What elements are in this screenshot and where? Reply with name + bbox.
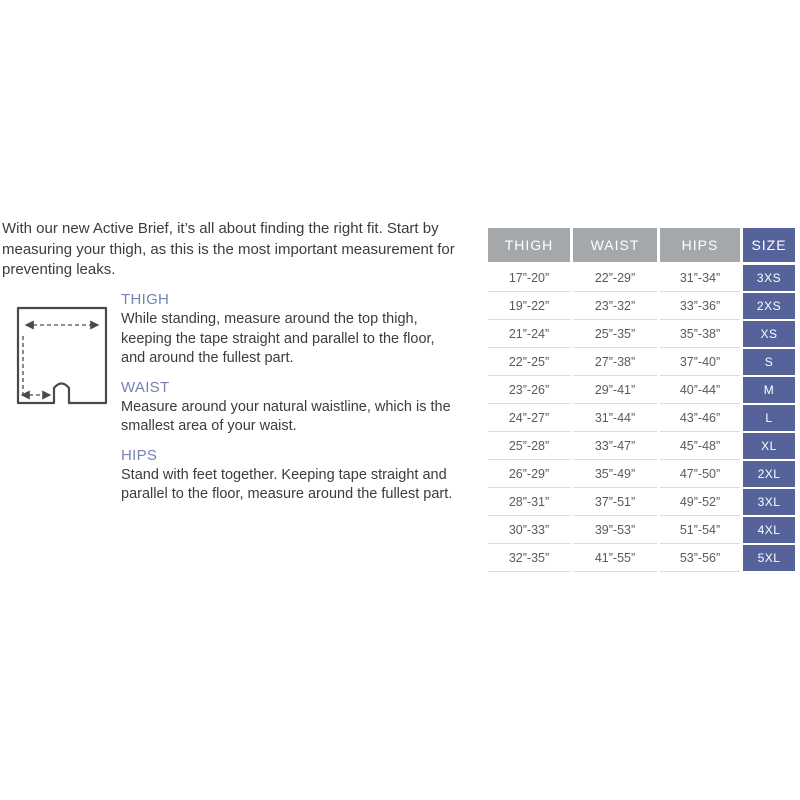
table-row <box>488 349 795 377</box>
measurement-cell: 37”-51” <box>573 489 657 516</box>
column-header-waist: WAIST <box>573 228 657 262</box>
table-row <box>488 461 795 489</box>
measurement-cell: 17”-20” <box>488 265 570 292</box>
table-row <box>488 489 795 517</box>
measurement-cell: 19”-22” <box>488 293 570 320</box>
measurement-cell: 24”-27” <box>488 405 570 432</box>
measurement-cell: 28”-31” <box>488 489 570 516</box>
section-waist <box>121 379 461 437</box>
column-header-hips: HIPS <box>660 228 740 262</box>
section-body-waist: Measure around your natural waistline, which is the smallest area of your waist. <box>121 398 451 434</box>
measurement-cell: 32”-35” <box>488 545 570 572</box>
measurement-cell: 23”-32” <box>573 293 657 320</box>
measurement-cell: 49”-52” <box>660 489 740 516</box>
section-heading-waist: WAIST <box>121 378 170 396</box>
section-hips <box>121 447 461 505</box>
measurement-cell: 31”-44” <box>573 405 657 432</box>
table-header-row <box>488 228 795 262</box>
measurement-cell: 30”-33” <box>488 517 570 544</box>
measurement-cell: 33”-36” <box>660 293 740 320</box>
measurement-cell: 22”-25” <box>488 349 570 376</box>
intro-text: With our new Active Brief, it’s all about finding the right fit. Start by measuring your thigh, as this is the most important measurement for preventing leaks. <box>2 220 455 278</box>
size-cell: 3XS <box>743 265 795 291</box>
measurement-cell: 40”-44” <box>660 377 740 404</box>
section-body-thigh: While standing, measure around the top thigh, keeping the tape straight and parallel to the floor, and around the fullest part. <box>121 311 435 366</box>
measurement-cell: 27”-38” <box>573 349 657 376</box>
section-thigh <box>121 291 461 369</box>
measurement-cell: 51”-54” <box>660 517 740 544</box>
table-row <box>488 405 795 433</box>
table-row <box>488 517 795 545</box>
measurement-cell: 22”-29” <box>573 265 657 292</box>
section-heading-hips: HIPS <box>121 446 158 464</box>
measurement-cell: 43”-46” <box>660 405 740 432</box>
size-cell: M <box>743 377 795 403</box>
measurement-cell: 29”-41” <box>573 377 657 404</box>
brief-diagram <box>5 300 118 422</box>
table-row <box>488 265 795 293</box>
size-cell: 5XL <box>743 545 795 571</box>
column-header-size: SIZE <box>743 228 795 262</box>
table-row <box>488 433 795 461</box>
measurement-cell: 39”-53” <box>573 517 657 544</box>
section-heading-thigh: THIGH <box>121 291 170 308</box>
measurement-cell: 35”-38” <box>660 321 740 348</box>
measurement-cell: 25”-35” <box>573 321 657 348</box>
size-cell: XS <box>743 321 795 347</box>
measurement-cell: 47”-50” <box>660 461 740 488</box>
size-cell: L <box>743 405 795 431</box>
size-cell: S <box>743 349 795 375</box>
measurement-cell: 26”-29” <box>488 461 570 488</box>
table-row <box>488 293 795 321</box>
size-cell: 4XL <box>743 517 795 543</box>
measurement-cell: 35”-49” <box>573 461 657 488</box>
brief-outline <box>18 308 106 403</box>
measurement-cell: 33”-47” <box>573 433 657 460</box>
measurement-cell: 31”-34” <box>660 265 740 292</box>
measurement-cell: 23”-26” <box>488 377 570 404</box>
size-cell: 2XL <box>743 461 795 487</box>
measurement-cell: 37”-40” <box>660 349 740 376</box>
measurement-cell: 25”-28” <box>488 433 570 460</box>
section-body-hips: Stand with feet together. Keeping tape straight and parallel to the floor, measure around the fullest part. <box>121 466 453 502</box>
table-row <box>488 321 795 349</box>
table-row <box>488 545 795 573</box>
size-cell: XL <box>743 433 795 459</box>
column-header-thigh: THIGH <box>488 228 570 262</box>
size-cell: 2XS <box>743 293 795 319</box>
size-table <box>488 228 795 573</box>
measurement-cell: 41”-55” <box>573 545 657 572</box>
table-row <box>488 377 795 405</box>
measurement-cell: 21”-24” <box>488 321 570 348</box>
size-cell: 3XL <box>743 489 795 515</box>
measurement-cell: 53”-56” <box>660 545 740 572</box>
measuring-instructions <box>121 291 461 505</box>
measurement-cell: 45”-48” <box>660 433 740 460</box>
